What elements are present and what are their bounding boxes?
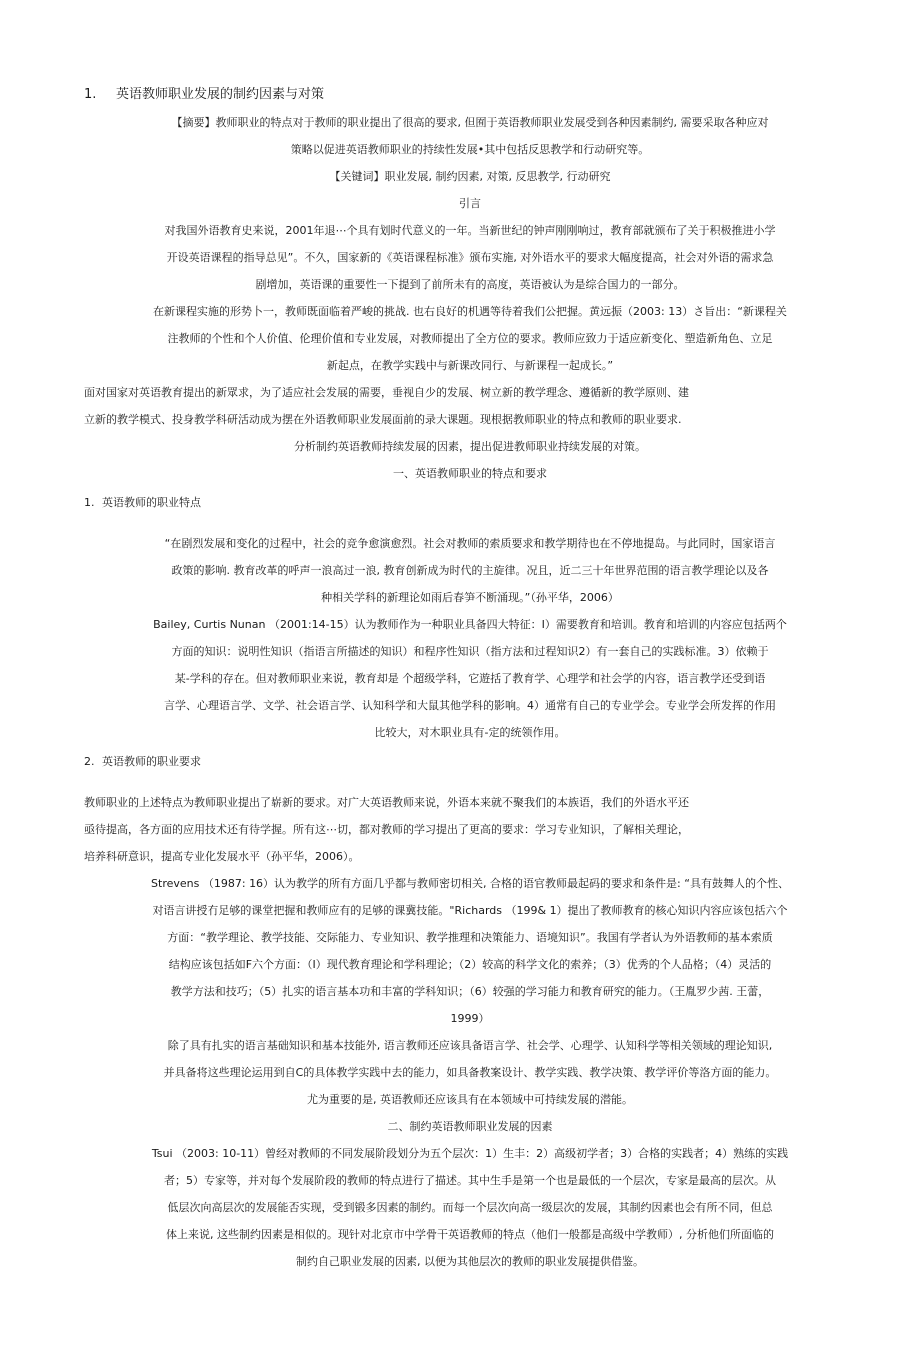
- paragraph-line: 除了具有扎实的语言基础知识和基本技能外, 语言教师还应该具备语言学、社会学、心理学、认知科学等相关领域的理论知识,: [167, 1039, 773, 1052]
- subsection-text: 英语教师的职业特点: [102, 496, 201, 509]
- paragraph-line: 对语言讲授冇足够的课堂把握和教师应有的足够的课冀技能。"Richards （199& 1）提出了教师教育的核心知识内容应该包括六个: [152, 904, 788, 917]
- paragraph-line: 培养科研意识，提高专业化发展水平（孙平华，2006）。: [84, 850, 360, 863]
- paragraph-line: 方面的知识：说明性知识（指语言所描述的知识）和程序性知识（指方法和过程知识2）有一套自己的实践标准。3）依赖于: [171, 645, 769, 658]
- subsection-heading: [84, 496, 201, 510]
- subsection-number: 1.: [84, 496, 95, 509]
- section-heading: 二、制约英语教师职业发展的因素: [387, 1120, 553, 1133]
- paragraph-line: 面对国家对英语教育提出的新眾求，为了适应社会发展的需要，垂视自少的发展、树立新的教学理念、遵循新的教学原则、建: [84, 386, 689, 399]
- paragraph-line: 者；5）专家等，并对每个发展阶段的教师的特点进行了描述。其中生手是第一个也是最低的一个层次，专家是最高的层次。从: [164, 1174, 776, 1187]
- paragraph-line: 低层次向高层次的发展能否实现，受到锻多因素的制约。而每一个层次向高一级层次的发展，其制约因素也会有所不同，但总: [167, 1201, 773, 1214]
- paragraph-line: 并具备将这些理论运用到自C的具体教学实践中去的能力，如具备教案设计、教学实践、教学决策、教学评价等洛方面的能力。: [163, 1066, 777, 1079]
- section-heading: 一、英语教师职业的特点和要求: [393, 467, 547, 480]
- keywords: 【关键词】职业发展, 制约因素, 对策, 反思教学, 行动研究: [329, 170, 611, 183]
- paragraph-line: 比较大，对木职业具有-定的统领作用。: [374, 726, 566, 739]
- paragraph-line: 制约自己职业发展的因素, 以便为其他层次的教师的职业发展提供借鉴。: [296, 1255, 644, 1268]
- paragraph-line: Strevens （1987: 16）认为教学的所有方面几乎都与教师密切相关, 合格的语官教师最起码的要求和条件是: “具有鼓舞人的个性、: [151, 877, 789, 890]
- paragraph-line: 某-学科的存在。但对教师职业来说，教育却是 个超级学科，它遊括了教育学、心理学和社会学的内容，语言教学还受到语: [174, 672, 766, 685]
- paragraph-line: Bailey, Curtis Nunan （2001:14-15）认为教师作为一种职业具备四大特征：I）需要教育和培训。教育和培训的内容应包括两个: [153, 618, 787, 631]
- paragraph-line: 体上来说, 这些制约因素是相似的。现针对北京市中学骨干英语教师的特点（他们一般都是高级中学教师）, 分析他们所面临的: [166, 1228, 774, 1241]
- intro-heading: 引言: [459, 197, 481, 210]
- quote-line: 种相关学科的新理论如雨后春笋不断涌现。”（孙平华，2006）: [321, 591, 619, 604]
- paragraph-line: 1999）: [450, 1012, 490, 1025]
- paragraph-line: 在新课程实施的形势卜一，教师既面临着严峻的挑战. 也右良好的机遇等待着我们公把握。黄远振（2003: 13）さ旨出：“新课程关: [153, 305, 787, 318]
- paragraph-line: 结构应该包括如F六个方面：（I）现代教育理论和学科理论；（2）较高的科学文化的索养；（3）优秀的个人品格；（4）灵活的: [168, 958, 772, 971]
- subsection-heading: [84, 755, 201, 769]
- abstract-line: 策略以促进英语教师职业的持续性发展•其中包括反思教学和行动研究等。: [290, 143, 650, 156]
- paragraph-line: 教师职业的上述特点为教师职业提出了崭新的要求。对广大英语教师来说，外语本来就不聚我们的本族语，我们的外语水平还: [84, 796, 689, 809]
- paragraph-line: 分析制约英语教师持续发展的因素，提出促进教师职业持续发展的对策。: [294, 440, 646, 453]
- paragraph-line: 剧增加，英语课的重要性一下提到了前所未有的高度，英语被认为是综合国力的一部分。: [255, 278, 685, 291]
- paragraph-line: 尤为重要的是, 英语教师还应该具有在本领域中可持续发展的潜能。: [307, 1093, 633, 1106]
- title-text: 英语教师职业发展的制约因素与对策: [116, 87, 325, 102]
- paragraph-line: 亟待提高，各方面的应用技术还有待学握。所有这⋯切，都对教师的学习提出了更高的要求：学习专业知识，了解相关理论，: [84, 823, 689, 836]
- paragraph-line: 言学、心理语言学、文学、社会语言学、认知科学和大鼠其他学科的影响。4）通常有自己的专业学会。专业学会所发挥的作用: [164, 699, 776, 712]
- subsection-text: 英语教师的职业要求: [102, 755, 201, 768]
- paragraph-line: 方面：“教学理论、教学技能、交际能力、专业知识、教学推理和决策能力、语境知识”。我国有学者认为外语教师的基本索质: [167, 931, 773, 944]
- quote-line: 政策的影响. 教育改革的呼声一浪高过一浪, 教育创新成为时代的主旋律。况且，近二三十年世界范围的语言教学理论以及各: [171, 564, 769, 577]
- paragraph-line: Tsui （2003: 10-11）曾经对教师的不同发展阶段划分为五个层次：1）生丰：2）高级初学者；3）合格的实践者；4）熟练的实践: [151, 1147, 789, 1160]
- paragraph-line: 开设英语课程的指导总见”。不久，国家新的《英语课程标准》颁布实施, 对外语水平的要求大幅度提高，社会对外语的需求急: [166, 251, 774, 264]
- paragraph-line: 对我国外语教育史来说，2001年退⋯个具有划时代意义的一年。当新世纪的钟声刚刚响过，教育部就颁布了关于积极推进小学: [164, 224, 776, 237]
- abstract-line: 【摘要】教师职业的特点对于教师的职业提出了很高的要求, 但囿于英语教师职业发展受到各种因素制约, 需要采取各种应对: [171, 116, 769, 129]
- paragraph-line: 立新的教学模式、投身教学科研活动成为摆在外语教师职业发展面前的录大课题。现根据教师职业的特点和教师的职业要求.: [84, 413, 682, 426]
- paragraph-line: 新起点，在教学实践中与新课改同行、与新课程一起成长。”: [326, 359, 614, 372]
- paragraph-line: 注教师的个性和个人价值、伦理价值和专业发展，对教师提出了全方位的要求。教师应致力于适应新变化、塑造新角色、立足: [167, 332, 773, 345]
- subsection-number: 2.: [84, 755, 95, 768]
- document-title: [84, 87, 324, 103]
- title-number: 1.: [84, 87, 97, 102]
- paragraph-line: 教学方法和技巧；（5）扎实的语言基本功和丰富的学科知识；（6）较强的学习能力和教育研究的能力。（王胤罗少茜. 王蕾，: [170, 985, 770, 998]
- quote-line: “在剧烈发展和变化的过程中，社会的竞争愈演愈烈。社会对教师的索质要求和教学期待也在不停地提岛。与此同时，国家语言: [164, 537, 776, 550]
